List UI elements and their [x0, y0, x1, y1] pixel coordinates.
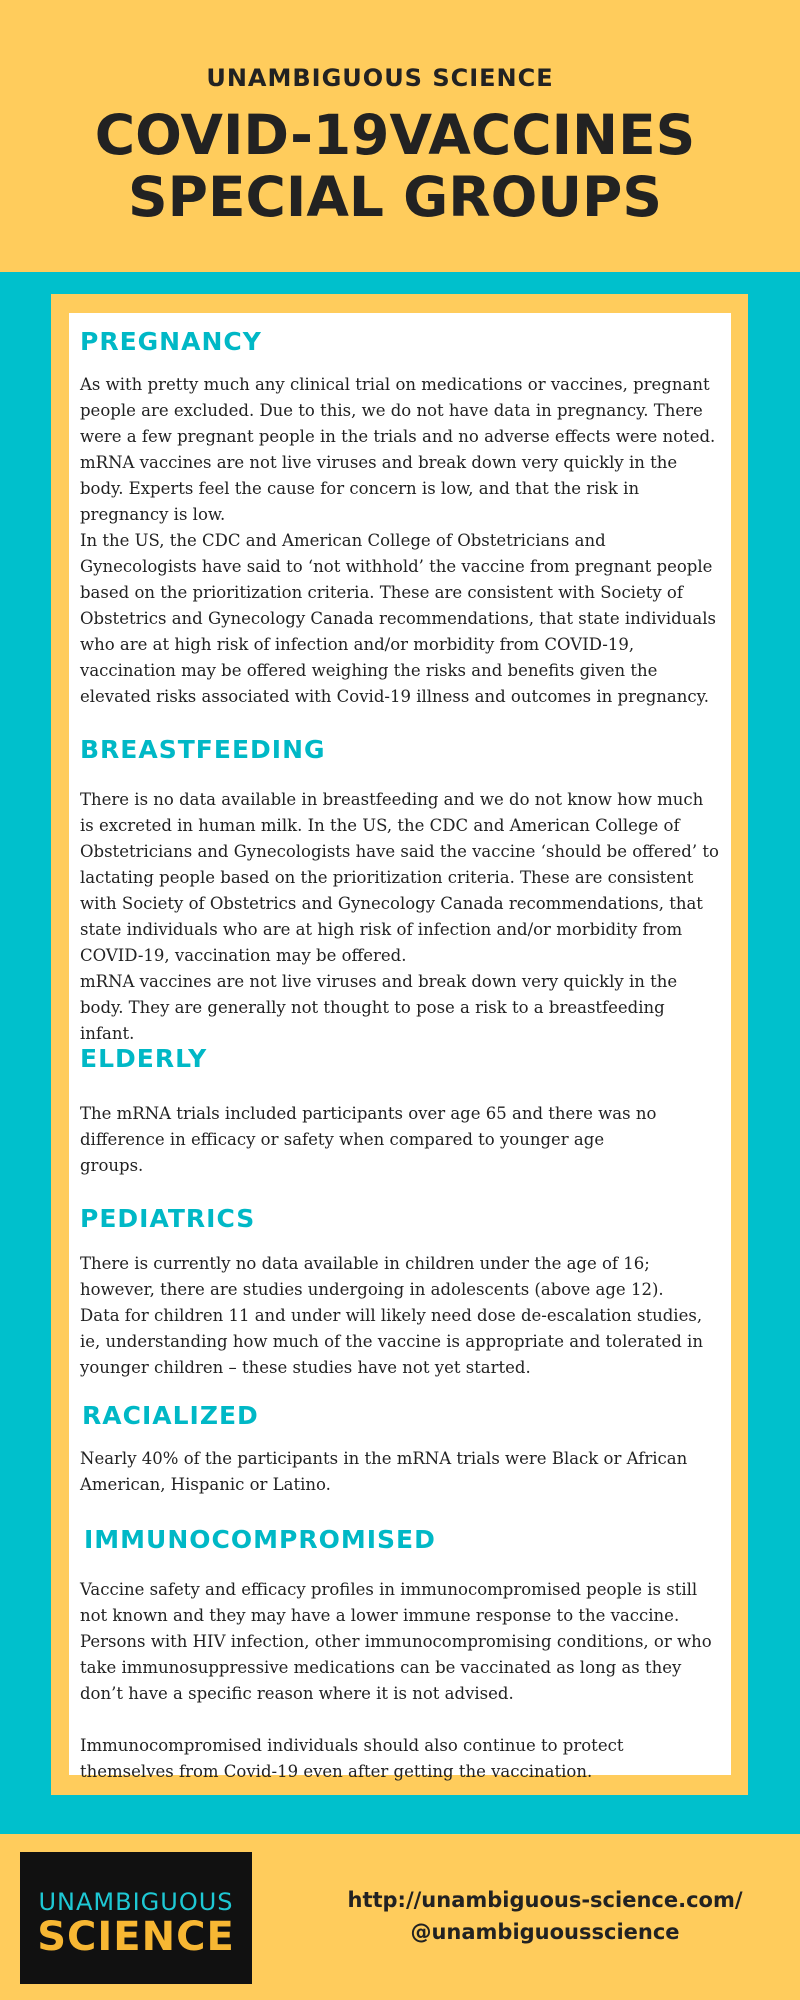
header: [0, 0, 800, 272]
brand-name: UNAMBIGUOUS SCIENCE: [206, 64, 554, 92]
section-title-racialized: RACIALIZED: [82, 1401, 259, 1430]
pregnancy-paragraph-2: In the US, the CDC and American College of Obstetricians and Gynecologists have said to ‘not withhold’ the vaccine from pregnant people based on the prioritization criteria. These are consistent with Society of Obstetrics and Gynecology Canada recommendations, that state individuals who are at high risk of infection and/or morbidity from COVID-19, vaccination may be offered weighing the risks and benefits given the elevated risks associated with Covid-19 illness and outcomes in pregnancy.: [80, 531, 716, 706]
website-link[interactable]: http://unambiguous-science.com/: [347, 1888, 743, 1912]
title-line-2: SPECIAL GROUPS: [128, 165, 662, 229]
breastfeeding-paragraph-1: There is no data available in breastfeeding and we do not know how much is excreted in human milk. In the US, the CDC and American College of Obstetricians and Gynecologists have said the vaccine ‘should be offered’ to lactating people based on the prioritization criteria. These are consistent with Society of Obstetrics and Gynecology Canada recommendations, that state individuals who are at high risk of infection and/or morbidity from COVID-19, vaccination may be offered.: [80, 790, 719, 965]
elderly-paragraph: The mRNA trials included participants over age 65 and there was no difference in efficacy or safety when compared to younger age groups.: [80, 1104, 657, 1175]
title-line-1: COVID-19VACCINES: [94, 103, 696, 167]
section-title-elderly: ELDERLY: [80, 1044, 208, 1073]
logo-text-top: UNAMBIGUOUS: [38, 1888, 234, 1916]
section-title-pregnancy: PREGNANCY: [80, 327, 262, 356]
social-handle: @unambiguousscience: [410, 1920, 680, 1944]
racialized-paragraph: Nearly 40% of the participants in the mRNA trials were Black or African American, Hispanic or Latino.: [80, 1449, 688, 1494]
immunocompromised-paragraph-2: Immunocompromised individuals should also continue to protect themselves from Covid-19 even after getting the vaccination.: [80, 1736, 624, 1781]
pediatrics-paragraph-2: Data for children 11 and under will likely need dose de-escalation studies, ie, understanding how much of the vaccine is appropriate and tolerated in younger children – these studies have not yet started.: [80, 1306, 703, 1377]
page-title: [0, 104, 790, 228]
pediatrics-paragraph-1: There is currently no data available in children under the age of 16; however, there are studies undergoing in adolescents (above age 12).: [80, 1254, 664, 1299]
logo-text-bottom: SCIENCE: [37, 1914, 235, 1960]
section-title-breastfeeding: BREASTFEEDING: [80, 735, 326, 764]
brand-logo: [20, 1852, 252, 1984]
breastfeeding-paragraph-2: mRNA vaccines are not live viruses and break down very quickly in the body. They are generally not thought to pose a risk to a breastfeeding infant.: [80, 972, 678, 1043]
section-title-pediatrics: PEDIATRICS: [80, 1204, 256, 1233]
pregnancy-paragraph-1: As with pretty much any clinical trial on medications or vaccines, pregnant people are excluded. Due to this, we do not have data in pregnancy. There were a few pregnant people in the trials and no adverse effects were noted. mRNA vaccines are not live viruses and break down very quickly in the body. Experts feel the cause for concern is low, and that the risk in pregnancy is low.: [80, 375, 716, 524]
immunocompromised-paragraph-1: Vaccine safety and efficacy profiles in immunocompromised people is still not known and they may have a lower immune response to the vaccine. Persons with HIV infection, other immunocompromising conditions, or who take immunosuppressive medications can be vaccinated as long as they don’t have a specific reason where it is not advised.: [80, 1580, 712, 1703]
section-title-immunocompromised: IMMUNOCOMPROMISED: [84, 1525, 436, 1554]
